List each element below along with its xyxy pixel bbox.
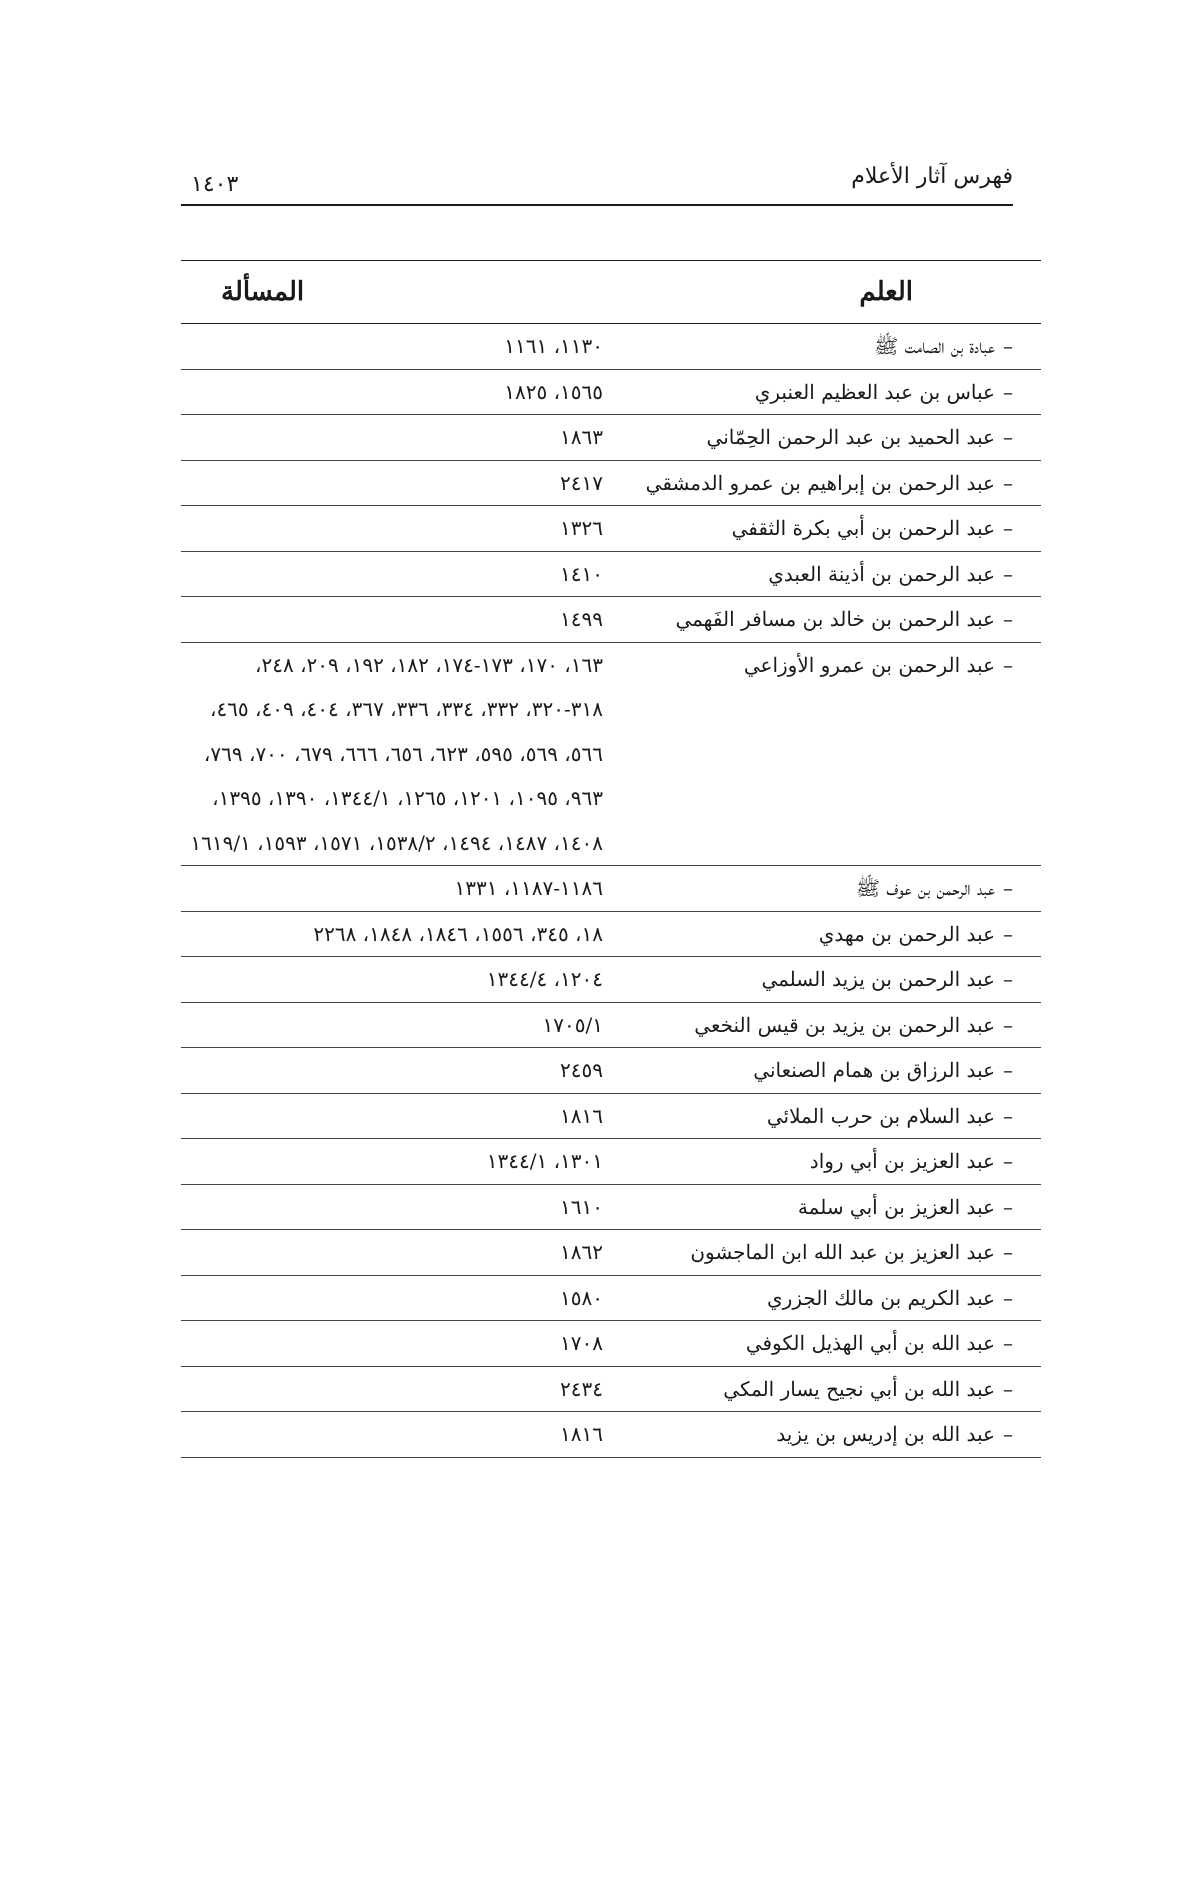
table-row: [181, 911, 1041, 957]
person-name-cell: [611, 415, 1041, 461]
entry-dash: –: [1003, 876, 1013, 900]
reference-numbers-cell: [181, 415, 611, 461]
person-name: عبد الرحمن بن يزيد السلمي: [761, 967, 995, 991]
table-row: [181, 460, 1041, 506]
person-name-cell: [611, 866, 1041, 912]
table-row: [181, 1002, 1041, 1048]
person-name-cell: [611, 460, 1041, 506]
entry-dash: –: [1003, 967, 1013, 991]
reference-numbers: ١٣٠١، ١٣٤٤/١: [486, 1149, 603, 1173]
person-name-cell: [611, 1275, 1041, 1321]
person-name: عبد الرحمن بن عمرو الأوزاعي: [743, 652, 995, 677]
table-row: [181, 866, 1041, 912]
reference-numbers: ١٣٢٦: [560, 516, 603, 540]
person-name: عبد الرحمن بن خالد بن مسافر الفَهمي: [675, 607, 995, 631]
person-name-cell: [611, 957, 1041, 1003]
entry-dash: –: [1003, 652, 1013, 677]
reference-numbers: ١٥٦٥، ١٨٢٥: [504, 379, 603, 404]
table-row: [181, 415, 1041, 461]
reference-numbers: ١٨١٦: [560, 1422, 603, 1446]
column-header-name: العلم: [611, 261, 1041, 324]
person-name-cell: [611, 324, 1041, 370]
person-name-cell: [611, 1230, 1041, 1276]
page-header: [181, 160, 1013, 206]
reference-numbers: ١٦٣، ١٧٠، ١٧٣-١٧٤، ١٨٢، ١٩٢، ٢٠٩، ٢٤٨، ٣١٨-٣٢٠، ٣٣٢، ٣٣٤، ٣٣٦، ٣٦٧، ٤٠٤، ٤٠٩، ٤٦٥، ٥٦٦، ٥٦٩، ٥٩٥، ٦٢٣، ٦٥٦، ٦٦٦، ٦٧٩، ٧٠٠، ٧٦٩، ٩٦٣، ١٠٩٥، ١٢٠١، ١٢٦٥، ١٣٤٤/١، ١٣٩٠، ١٣٩٥، ١٤٠٨، ١٤٨٧، ١٤٩٤، ١٥٣٨/٢، ١٥٧١، ١٥٩٣، ١٦١٩/١: [190, 652, 603, 855]
entry-dash: –: [1003, 1103, 1013, 1128]
reference-numbers-cell: [181, 369, 611, 415]
reference-numbers: ١٧٠٨: [560, 1331, 603, 1355]
person-name: عبد العزيز بن أبي رواد: [809, 1149, 995, 1173]
entry-dash: –: [1003, 1194, 1013, 1219]
reference-numbers-cell: [181, 1412, 611, 1458]
entry-dash: –: [1003, 1376, 1013, 1401]
reference-numbers-cell: [181, 597, 611, 643]
entry-dash: –: [1003, 1149, 1013, 1173]
person-name: عبد الرحمن بن عوف ﷺ: [855, 876, 995, 900]
person-name: عبد الرحمن بن أبي بكرة الثقفي: [731, 516, 995, 540]
entry-dash: –: [1003, 334, 1013, 358]
reference-numbers-cell: [181, 1184, 611, 1230]
entry-dash: –: [1003, 1240, 1013, 1264]
reference-numbers: ١٦١٠: [560, 1194, 603, 1219]
person-name-cell: [611, 1184, 1041, 1230]
person-name-cell: [611, 551, 1041, 597]
reference-numbers: ١٢٠٤، ١٣٤٤/٤: [486, 967, 603, 991]
reference-numbers-cell: [181, 642, 611, 866]
person-name: عبد الرحمن بن أذينة العبدي: [768, 561, 995, 586]
reference-numbers-cell: [181, 1002, 611, 1048]
reference-numbers-cell: [181, 1321, 611, 1367]
table-row: [181, 1412, 1041, 1458]
reference-numbers: ١٨٦٣: [560, 425, 603, 449]
entry-dash: –: [1003, 607, 1013, 631]
person-name-cell: [611, 1412, 1041, 1458]
person-name: عبد الرزاق بن همام الصنعاني: [753, 1058, 995, 1082]
entry-dash: –: [1003, 1331, 1013, 1355]
entry-dash: –: [1003, 561, 1013, 586]
reference-numbers-cell: [181, 911, 611, 957]
book-title: فهرس آثار الأعلام: [851, 164, 1013, 189]
entry-dash: –: [1003, 921, 1013, 946]
entry-dash: –: [1003, 425, 1013, 449]
table-row: [181, 1321, 1041, 1367]
person-name: عبد الرحمن بن مهدي: [818, 921, 995, 946]
table-row: [181, 551, 1041, 597]
entry-dash: –: [1003, 1285, 1013, 1310]
person-name-cell: [611, 1093, 1041, 1139]
person-name: عبد العزيز بن أبي سلمة: [797, 1194, 995, 1219]
person-name: عبد الكريم بن مالك الجزري: [767, 1285, 995, 1310]
entry-dash: –: [1003, 379, 1013, 404]
reference-numbers-cell: [181, 460, 611, 506]
reference-numbers-cell: [181, 1093, 611, 1139]
reference-numbers-cell: [181, 866, 611, 912]
table-row: [181, 1184, 1041, 1230]
reference-numbers: ١٥٨٠: [560, 1285, 603, 1310]
reference-numbers: ١٧٠٥/١: [542, 1012, 603, 1037]
reference-numbers: ١٨١٦: [560, 1103, 603, 1128]
person-name-cell: [611, 1002, 1041, 1048]
person-name-cell: [611, 1366, 1041, 1412]
person-name: عبادة بن الصامت ﷺ: [874, 334, 995, 358]
table-row: [181, 1093, 1041, 1139]
person-name-cell: [611, 1139, 1041, 1185]
table-row: [181, 506, 1041, 552]
table-row: [181, 1366, 1041, 1412]
table-row: [181, 324, 1041, 370]
person-name: عباس بن عبد العظيم العنبري: [754, 379, 995, 404]
entry-dash: –: [1003, 470, 1013, 495]
person-name-cell: [611, 506, 1041, 552]
person-name: عبد الله بن أبي نجيح يسار المكي: [723, 1376, 995, 1401]
reference-numbers-cell: [181, 1275, 611, 1321]
person-name: عبد الرحمن بن إبراهيم بن عمرو الدمشقي: [645, 470, 995, 495]
table-row: [181, 1230, 1041, 1276]
reference-numbers: ٢٤١٧: [560, 470, 603, 495]
table-header-row: [181, 261, 1041, 324]
table-row: [181, 1139, 1041, 1185]
person-name: عبد الله بن إدريس بن يزيد: [776, 1422, 995, 1446]
reference-numbers-cell: [181, 1048, 611, 1094]
table-row: [181, 597, 1041, 643]
reference-numbers: ١٨، ٣٤٥، ١٥٥٦، ١٨٤٦، ١٨٤٨، ٢٢٦٨: [313, 921, 603, 946]
reference-numbers-cell: [181, 1230, 611, 1276]
reference-numbers: ١٤٩٩: [560, 607, 603, 631]
entry-dash: –: [1003, 516, 1013, 540]
reference-numbers-cell: [181, 957, 611, 1003]
page-number: ١٤٠٣: [191, 172, 239, 197]
person-name-cell: [611, 642, 1041, 866]
table-row: [181, 369, 1041, 415]
reference-numbers: ٢٤٣٤: [560, 1376, 603, 1401]
person-name-cell: [611, 369, 1041, 415]
person-name-cell: [611, 1321, 1041, 1367]
person-name: عبد السلام بن حرب الملائي: [766, 1103, 995, 1128]
reference-numbers: ١١٨٦-١١٨٧، ١٣٣١: [454, 876, 603, 900]
person-name-cell: [611, 1048, 1041, 1094]
entry-dash: –: [1003, 1422, 1013, 1446]
person-name-cell: [611, 597, 1041, 643]
person-name: عبد الحميد بن عبد الرحمن الحِمّاني: [706, 425, 995, 449]
table-row: [181, 1275, 1041, 1321]
person-name: عبد الرحمن بن يزيد بن قيس النخعي: [694, 1012, 995, 1037]
person-name: عبد العزيز بن عبد الله ابن الماجشون: [690, 1240, 995, 1264]
table-row: [181, 642, 1041, 866]
column-header-reference: المسألة: [181, 261, 611, 324]
person-name: عبد الله بن أبي الهذيل الكوفي: [745, 1331, 995, 1355]
reference-numbers: ١٤١٠: [560, 561, 603, 586]
entry-dash: –: [1003, 1058, 1013, 1082]
reference-numbers-cell: [181, 1366, 611, 1412]
reference-numbers-cell: [181, 551, 611, 597]
index-table: [181, 260, 1041, 1458]
reference-numbers: ٢٤٥٩: [560, 1058, 603, 1082]
reference-numbers: ١١٣٠، ١١٦١: [504, 334, 603, 358]
table-row: [181, 957, 1041, 1003]
reference-numbers: ١٨٦٢: [560, 1240, 603, 1264]
reference-numbers-cell: [181, 506, 611, 552]
reference-numbers-cell: [181, 324, 611, 370]
entry-dash: –: [1003, 1012, 1013, 1037]
person-name-cell: [611, 911, 1041, 957]
table-row: [181, 1048, 1041, 1094]
reference-numbers-cell: [181, 1139, 611, 1185]
